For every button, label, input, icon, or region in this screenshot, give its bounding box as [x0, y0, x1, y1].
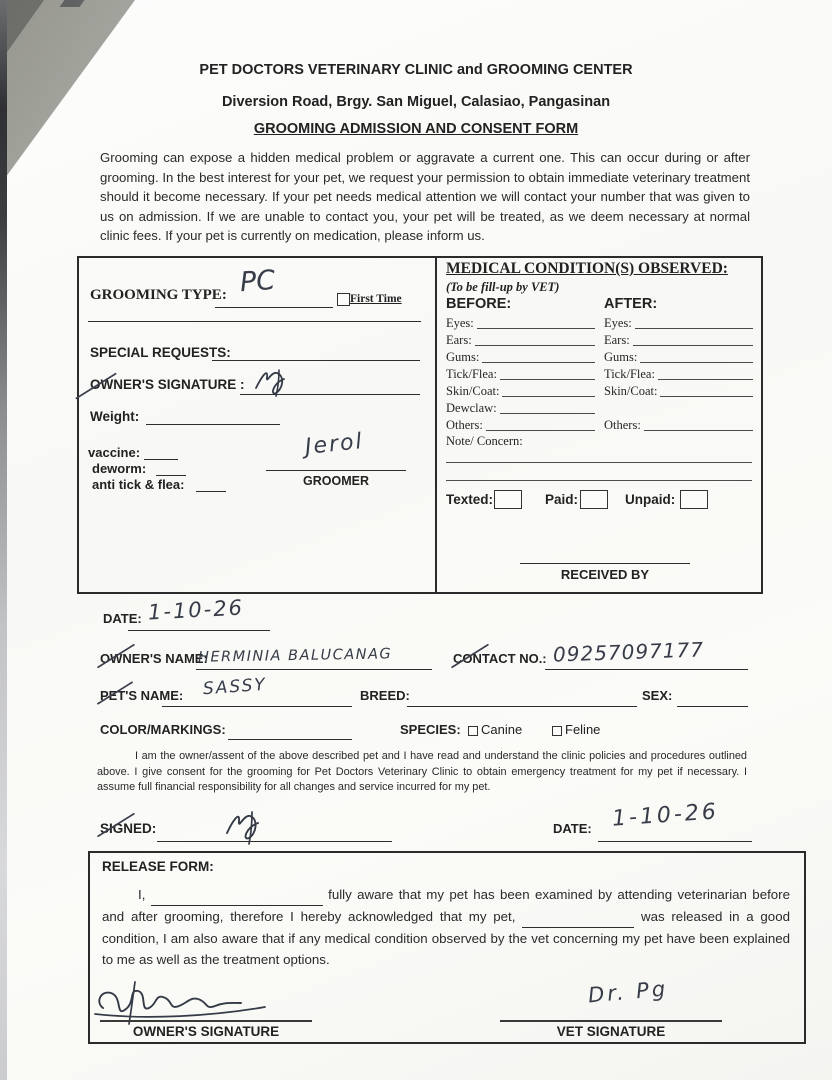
owner-final-signature — [93, 978, 303, 1026]
signed-label: SIGNED: — [100, 821, 157, 836]
special-requests-label: SPECIAL REQUESTS: — [90, 345, 231, 360]
form-title: GROOMING ADMISSION AND CONSENT FORM — [253, 121, 579, 137]
owners-name-line — [196, 669, 432, 670]
after-row-label: Ears: — [604, 333, 630, 347]
grooming-type-label: GROOMING TYPE: — [90, 287, 227, 303]
canine-checkbox — [468, 726, 478, 736]
medical-title: MEDICAL CONDITION(S) OBSERVED: — [446, 260, 728, 277]
release-form-paragraph — [102, 884, 790, 970]
intro-paragraph: Grooming can expose a hidden medical problem or aggravate a current one. This can occur during or after grooming. In the best interest for your pet, we request your permission to obtain immediate veterinary treatment should it become necessary. If your pet needs medical attention we will contact your number that was given to us on admission. If we are unable to contact you, your pet will be treated, as we deem necessary at normal clinic fees. If your pet is currently on medication, please inform us. — [100, 150, 750, 244]
date-value: 1-10-26 — [147, 595, 245, 625]
sex-line — [677, 706, 748, 707]
release-name-blank — [151, 884, 323, 906]
texted-checkbox — [494, 490, 522, 509]
vet-signature-label: VET SIGNATURE — [556, 1024, 666, 1039]
before-row-line — [477, 316, 595, 329]
owner-signature-line — [100, 1020, 312, 1022]
anti-tick-flea-line — [196, 491, 226, 492]
anti-tick-flea-label: anti tick & flea: — [92, 477, 185, 492]
signed-date-line — [598, 841, 752, 842]
before-row-line — [500, 401, 595, 414]
before-row-label: Others: — [446, 418, 483, 432]
date-line — [128, 630, 270, 631]
grooming-type-value: PC — [238, 264, 277, 299]
release-para-mid: fully aware that my pet has been examined by attending veterinarian before and after grooming, therefore I hereby acknowledged that my pet, — [102, 887, 791, 924]
signed-signature-scribble — [222, 803, 272, 845]
owners-signature-label: OWNER'S SIGNATURE : — [90, 377, 245, 392]
before-row-label: Eyes: — [446, 316, 474, 330]
groomer-name-value: Jerol — [303, 429, 365, 460]
owners-name-label: OWNER'S NAME: — [100, 651, 208, 666]
after-row-line — [633, 333, 753, 346]
before-row-label: Gums: — [446, 350, 480, 364]
note-line-1 — [446, 462, 752, 463]
note-line-2 — [446, 480, 752, 481]
feline-label: Feline — [565, 722, 601, 737]
consent-paragraph: I am the owner/assent of the above described pet and I have read and understand the clinic policies and procedures outlined above. I give consent for the grooming for Pet Doctors Veterinary Clinic to obtain emergency treatment for my pet if necessary. I assume full financial responsibility for all changes and service incurred for my pet. — [97, 750, 747, 793]
before-label: BEFORE: — [446, 296, 512, 312]
vet-signature-line — [500, 1020, 722, 1022]
before-row-label: Skin/Coat: — [446, 384, 500, 398]
before-row-line — [502, 384, 595, 397]
medical-row-tick-flea — [446, 367, 754, 382]
before-row-line — [475, 333, 595, 346]
signed-line — [157, 841, 392, 842]
received-by-label: RECEIVED BY — [560, 567, 650, 582]
signed-date-value: 1-10-26 — [611, 799, 720, 832]
after-row-label: Eyes: — [604, 316, 632, 330]
note-concern-label: Note/ Concern: — [446, 434, 523, 448]
first-time-label: First Time — [350, 293, 402, 305]
pets-name-line — [162, 706, 352, 707]
medical-row-ears — [446, 333, 754, 348]
medical-row-eyes — [446, 316, 754, 331]
paid-checkbox — [580, 490, 608, 509]
before-row-label: Tick/Flea: — [446, 367, 497, 381]
medical-row-dewclaw — [446, 401, 754, 416]
after-row-label: Skin/Coat: — [604, 384, 658, 398]
weight-label: Weight: — [90, 409, 140, 424]
breed-line — [407, 706, 637, 707]
after-row-line — [640, 350, 753, 363]
pets-name-label: PET'S NAME: — [100, 688, 184, 703]
scan-edge-artifact — [0, 0, 7, 1080]
after-row-line — [635, 316, 753, 329]
medical-row-skin-coat — [446, 384, 754, 399]
after-row-line — [644, 418, 753, 431]
grooming-rule — [88, 321, 421, 322]
pets-name-value: SASSY — [202, 674, 268, 700]
contact-no-line — [545, 669, 748, 670]
owners-name-value: HERMINIA BALUCANAG — [197, 646, 393, 666]
breed-label: BREED: — [360, 688, 410, 703]
special-requests-line — [212, 360, 420, 361]
color-markings-label: COLOR/MARKINGS: — [100, 722, 226, 737]
vaccine-line — [144, 459, 178, 460]
medical-row-others — [446, 418, 754, 433]
contact-no-label: CONTACT NO.: — [453, 651, 547, 666]
before-row-line — [500, 367, 595, 380]
color-markings-line — [228, 739, 352, 740]
medical-subtitle: (To be fill-up by VET) — [446, 280, 560, 294]
after-label: AFTER: — [604, 296, 658, 312]
canine-label: Canine — [481, 722, 523, 737]
first-time-checkbox — [337, 293, 350, 306]
sex-label: SEX: — [642, 688, 673, 703]
release-para-start: I, — [138, 887, 146, 902]
grooming-type-line — [215, 307, 333, 308]
after-row-label: Gums: — [604, 350, 638, 364]
vaccine-label: vaccine: — [88, 445, 141, 460]
after-row-label: Tick/Flea: — [604, 367, 655, 381]
species-label: SPECIES: — [400, 722, 461, 737]
groomer-line — [266, 470, 406, 471]
deworm-label: deworm: — [92, 461, 147, 476]
texted-label: Texted: — [446, 492, 494, 507]
before-row-line — [482, 350, 595, 363]
release-form-title: RELEASE FORM: — [102, 859, 214, 874]
release-pet-blank — [522, 906, 634, 928]
before-row-line — [486, 418, 595, 431]
clinic-address: Diversion Road, Brgy. San Miguel, Calasiao, Pangasinan — [221, 94, 611, 110]
unpaid-checkbox — [680, 490, 708, 509]
before-row-label: Ears: — [446, 333, 472, 347]
paid-label: Paid: — [545, 492, 579, 507]
clinic-name: PET DOCTORS VETERINARY CLINIC and GROOMING CENTER — [199, 62, 633, 78]
before-row-label: Dewclaw: — [446, 401, 497, 415]
release-para-end: was released in a good condition, I am also aware that if any medical condition observed by the vet concerning my pet have been explained to me as well as the treatment options. — [102, 909, 790, 967]
owner-signature-scribble — [252, 362, 298, 398]
after-row-line — [660, 384, 753, 397]
after-row-line — [658, 367, 753, 380]
after-row-label: Others: — [604, 418, 641, 432]
contact-no-value: 09257097177 — [552, 637, 705, 667]
deworm-line — [156, 475, 186, 476]
medical-row-gums — [446, 350, 754, 365]
received-by-line — [520, 563, 690, 564]
date-label: DATE: — [103, 611, 142, 626]
groomer-label: GROOMER — [303, 474, 369, 488]
weight-line — [146, 424, 280, 425]
owner-signature-label: OWNER'S SIGNATURE — [132, 1024, 280, 1039]
unpaid-label: Unpaid: — [625, 492, 676, 507]
vet-signature-value: Dr. Pg — [587, 976, 670, 1008]
main-box-divider — [435, 256, 437, 592]
signed-date-label: DATE: — [553, 821, 592, 836]
feline-checkbox — [552, 726, 562, 736]
